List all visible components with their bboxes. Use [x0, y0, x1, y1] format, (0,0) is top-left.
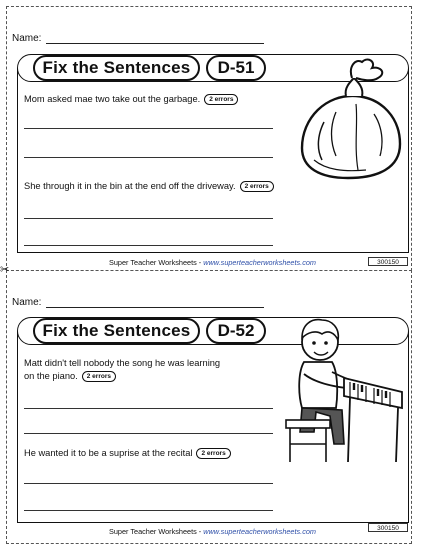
worksheet-title: Fix the Sentences [33, 318, 200, 344]
name-label: Name: [12, 297, 42, 308]
answer-line[interactable] [24, 157, 273, 158]
error-count-badge: 2 errors [82, 371, 116, 382]
answer-line[interactable] [24, 218, 273, 219]
worksheet-id-stamp: 300150 [368, 257, 408, 266]
error-count-badge: 2 errors [204, 94, 238, 105]
error-count-badge: 2 errors [240, 181, 274, 192]
sentence-text: Matt didn't tell nobody the song he was learning [24, 358, 221, 368]
footer-text: Super Teacher Worksheets - [109, 258, 204, 267]
name-line [46, 43, 264, 44]
garbage-bag-icon [296, 52, 404, 180]
sentence-text: Mom asked mae two take out the garbage. [24, 94, 201, 104]
sentence-1 [24, 93, 238, 106]
footer-text: Super Teacher Worksheets - [109, 527, 204, 536]
sentence-text: She through it in the bin at the end off the driveway. [24, 181, 236, 191]
answer-line[interactable] [24, 433, 273, 434]
answer-line[interactable] [24, 128, 273, 129]
worksheet-code: D-52 [206, 318, 266, 344]
worksheet-title: Fix the Sentences [33, 55, 200, 81]
name-line [46, 307, 264, 308]
answer-line[interactable] [24, 483, 273, 484]
answer-line[interactable] [24, 408, 273, 409]
name-label: Name: [12, 33, 42, 44]
sentence-2 [24, 447, 231, 460]
footer [0, 527, 425, 536]
sentence-2 [24, 180, 274, 193]
footer [0, 258, 425, 267]
answer-line[interactable] [24, 510, 273, 511]
error-count-badge: 2 errors [196, 448, 230, 459]
answer-line[interactable] [24, 245, 273, 246]
sentence-text: on the piano. [24, 371, 78, 381]
footer-url[interactable]: www.superteacherworksheets.com [203, 527, 316, 536]
worksheet-id-stamp: 300150 [368, 523, 408, 532]
scissors-icon: ✂ [0, 264, 10, 276]
sentence-text: He wanted it to be a suprise at the recital [24, 448, 193, 458]
footer-url[interactable]: www.superteacherworksheets.com [203, 258, 316, 267]
sentence-1 [24, 357, 220, 383]
boy-piano-icon [280, 312, 406, 472]
worksheet-code: D-51 [206, 55, 266, 81]
